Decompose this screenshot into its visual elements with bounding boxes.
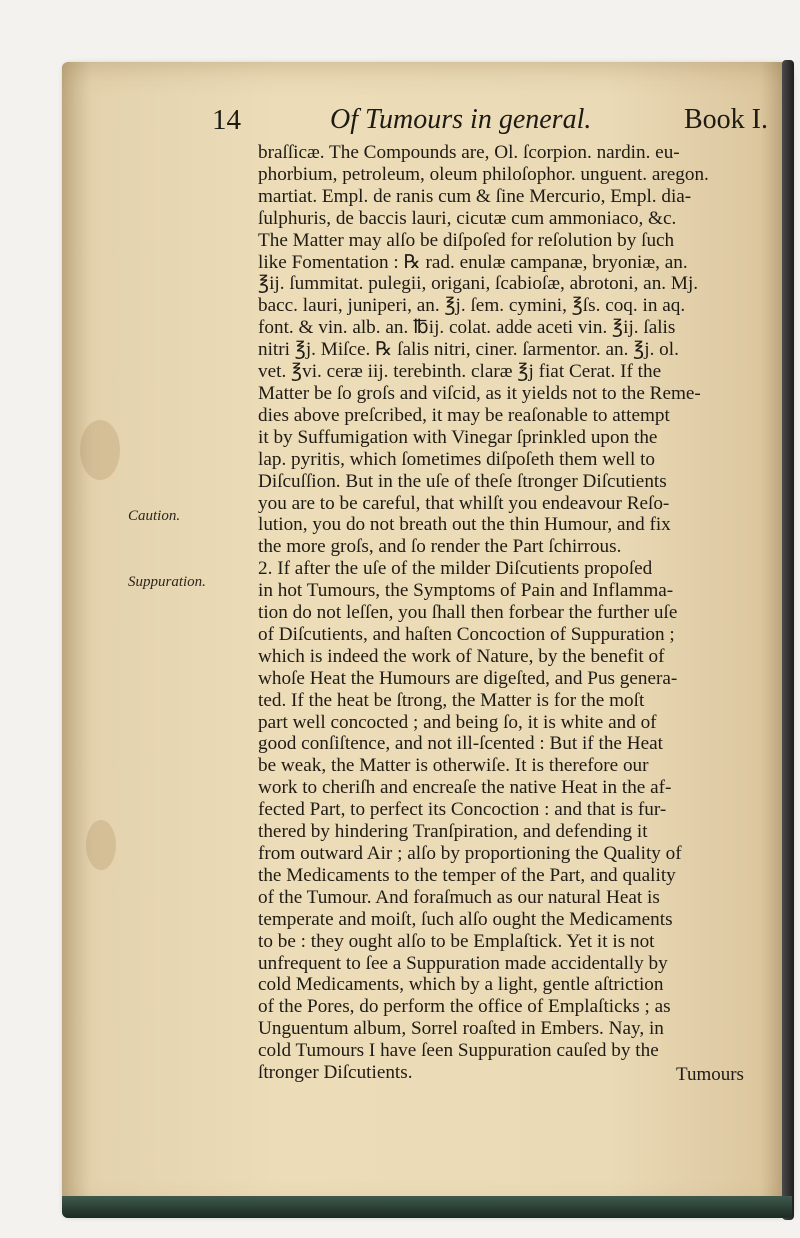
book-label: Book I. [684, 104, 768, 135]
text-line: Unguentum album, Sorrel roaſted in Embers. Nay, in [258, 1018, 664, 1040]
text-line: Matter be ſo groſs and viſcid, as it yields not to the Reme- [258, 382, 701, 404]
text-line: martiat. Empl. de ranis cum & ſine Mercurio, Empl. dia- [258, 185, 692, 207]
text-line: be weak, the Matter is otherwiſe. It is therefore our [258, 755, 649, 777]
text-line: like Fomentation : ℞ rad. enulæ campanæ, bryoniæ, an. [258, 251, 688, 273]
text-line: cold Medicaments, which by a light, gentle aſtriction [258, 974, 664, 996]
text-line: font. & vin. alb. an. ℔ij. colat. adde aceti vin. ℥ij. ſalis [258, 317, 676, 339]
text-line: thered by hindering Tranſpiration, and defending it [258, 821, 648, 843]
text-line: of Diſcutients, and haſten Concoction of Suppuration ; [258, 623, 675, 645]
text-line: 2. If after the uſe of the milder Diſcutients propoſed [258, 558, 653, 580]
text-line: vet. ℥vi. ceræ iij. terebinth. claræ ℥j fiat Cerat. If the [258, 361, 662, 383]
text-line: bacc. lauri, juniperi, an. ℥j. ſem. cymini, ℥ſs. coq. in aq. [258, 295, 686, 317]
text-line: unfrequent to ſee a Suppuration made accidentally by [258, 952, 668, 974]
text-line: fected Part, to perfect its Concoction : and that is fur- [258, 799, 667, 821]
text-line: The Matter may alſo be diſpoſed for reſolution by ſuch [258, 229, 675, 251]
text-line: lap. pyritis, which ſometimes diſpoſeth them well to [258, 448, 656, 470]
text-line: it by Suffumigation with Vinegar ſprinkled upon the [258, 426, 658, 448]
margin-note-caution: Caution. [128, 508, 181, 524]
text-line: of the Tumour. And foraſmuch as our natural Heat is [258, 886, 660, 908]
text-line: phorbium, petroleum, oleum philoſophor. unguent. aregon. [258, 163, 709, 185]
paper-stain [86, 820, 116, 870]
text-line: from outward Air ; alſo by proportioning the Quality of [258, 843, 682, 864]
text-line: to be : they ought alſo to be Emplaſtick. Yet it is not [258, 930, 655, 952]
text-line: of the Pores, do perform the office of Emplaſticks ; as [258, 996, 671, 1018]
text-line: which is indeed the work of Nature, by the benefit of [258, 645, 665, 667]
text-line: temperate and moiſt, ſuch alſo ought the Medicaments [258, 908, 673, 930]
book-bottom-edge [62, 1196, 792, 1218]
book-fore-edge [782, 60, 794, 1220]
running-title: Of Tumours in general. [330, 104, 592, 135]
text-line: good conſiſtence, and not ill-ſcented : But if the Heat [258, 733, 663, 755]
text-line: ſulphuris, de baccis lauri, cicutæ cum ammoniaco, &c. [258, 207, 677, 229]
text-line: braſſicæ. The Compounds are, Ol. ſcorpion. nardin. eu- [258, 142, 680, 163]
paper-stain [80, 420, 120, 480]
text-line: the more groſs, and ſo render the Part ſchirrous. [258, 536, 622, 558]
text-line: nitri ℥j. Miſce. ℞ ſalis nitri, ciner. ſarmentor. an. ℥j. ol. [258, 339, 679, 361]
text-line: cold Tumours I have ſeen Suppuration cauſed by the [258, 1040, 659, 1062]
margin-note-suppuration: Suppuration. [128, 574, 206, 590]
text-line: whoſe Heat the Humours are digeſted, and Pus genera- [258, 667, 678, 689]
text-line: dies above preſcribed, it may be reaſonable to attempt [258, 404, 670, 426]
text-line: the Medicaments to the temper of the Part, and quality [258, 864, 676, 886]
text-line: you are to be careful, that whilſt you endeavour Reſo- [258, 492, 670, 514]
page-header [212, 104, 768, 144]
text-line: Diſcuſſion. But in the uſe of theſe ſtronger Diſcutients [258, 470, 667, 492]
text-line: ℥ij. ſummitat. pulegii, origani, ſcabioſæ, abrotoni, an. Mj. [258, 273, 699, 295]
text-line: tion do not leſſen, you ſhall then forbear the further uſe [258, 602, 678, 624]
text-line: ſtronger Diſcutients. [258, 1062, 413, 1084]
text-line: work to cheriſh and encreaſe the native Heat in the af- [258, 777, 672, 799]
page-number: 14 [212, 104, 241, 136]
text-line: in hot Tumours, the Symptoms of Pain and Inflamma- [258, 580, 674, 602]
text-line: part well concocted ; and being ſo, it is white and of [258, 711, 657, 733]
catchword: Tumours [676, 1064, 744, 1085]
text-line: ted. If the heat be ſtrong, the Matter is for the moſt [258, 689, 645, 711]
text-line: lution, you do not breath out the thin Humour, and fix [258, 514, 671, 536]
body-text [258, 142, 768, 1084]
